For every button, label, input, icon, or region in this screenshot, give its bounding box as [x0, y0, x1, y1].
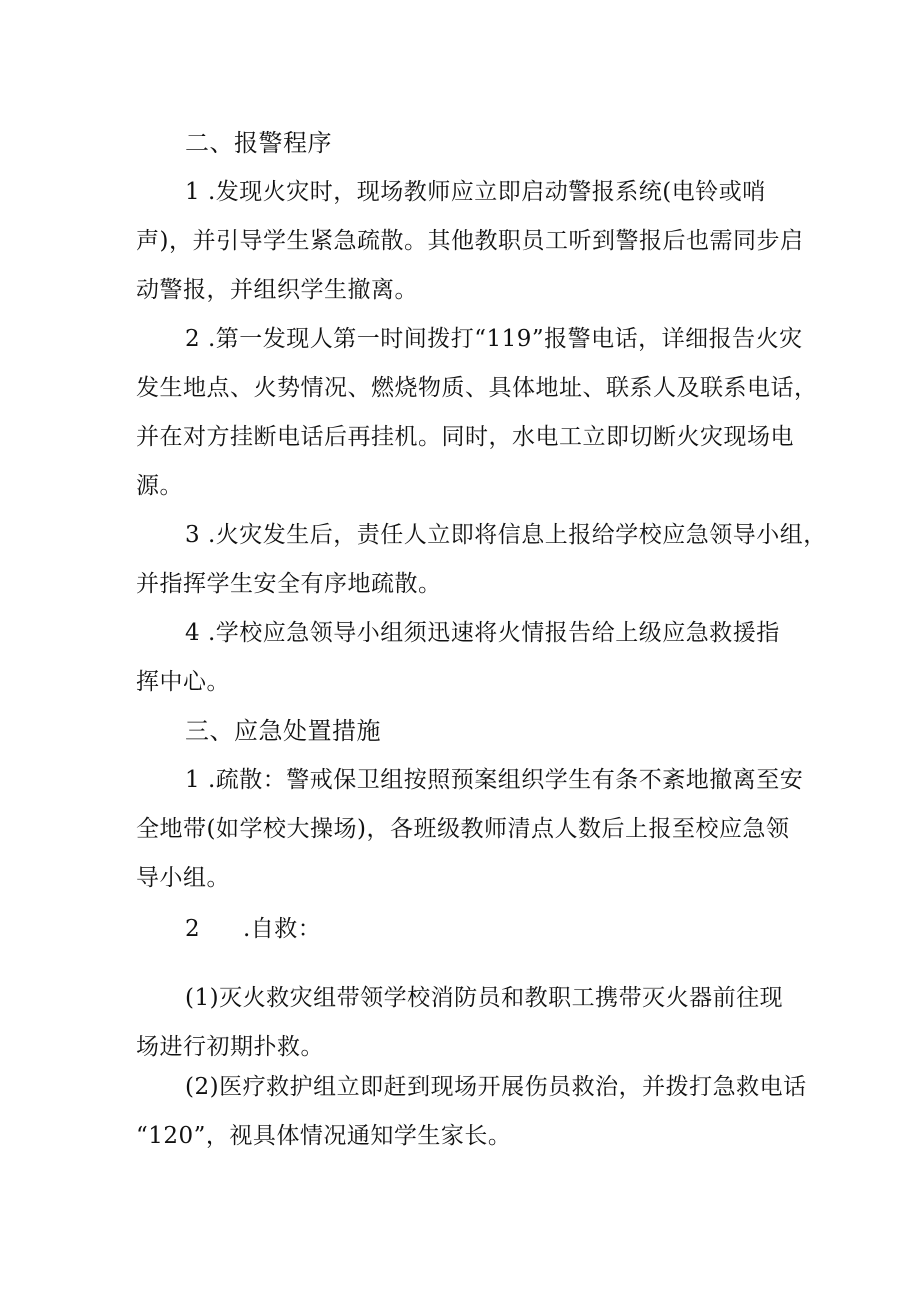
- paragraph-line: 并在对方挂断电话后再挂机。同时，水电工立即切断火灾现场电: [136, 424, 794, 450]
- paragraph-line: “120”，视具体情况通知学生家长。: [136, 1123, 512, 1149]
- section-heading-emergency-measures: 三、应急处置措施: [185, 717, 381, 745]
- paragraph-line: 4 .学校应急领导小组须迅速将火情报告给上级应急救援指: [185, 620, 780, 646]
- paragraph-line: (2)医疗救护组立即赶到现场开展伤员救治，并拨打急救电话: [185, 1074, 807, 1100]
- paragraph-line: 1 .疏散：警戒保卫组按照预案组织学生有条不紊地撤离至安: [185, 767, 804, 793]
- paragraph-line: 挥中心。: [136, 669, 230, 695]
- paragraph-line: 声)，并引导学生紧急疏散。其他教职员工听到警报后也需同步启: [136, 228, 804, 254]
- paragraph-line: 2 .第一发现人第一时间拨打“119”报警电话，详细报告火灾: [185, 326, 803, 352]
- paragraph-line: 导小组。: [136, 865, 230, 891]
- paragraph-line: 源。: [136, 473, 183, 499]
- paragraph-line: 并指挥学生安全有序地疏散。: [136, 571, 442, 597]
- paragraph-line: 发生地点、火势情况、燃烧物质、具体地址、联系人及联系电话，: [136, 375, 818, 401]
- paragraph-line: 1 .发现火灾时，现场教师应立即启动警报系统(电铃或哨: [185, 179, 766, 205]
- paragraph-line: (1)灭火救灾组带领学校消防员和教职工携带灭火器前往现: [185, 985, 784, 1011]
- section-heading-alarm-procedure: 二、报警程序: [185, 129, 332, 157]
- paragraph-line: 全地带(如学校大操场)，各班级教师清点人数后上报至校应急领: [136, 816, 790, 842]
- item-label-self-rescue: .自救：: [243, 916, 322, 942]
- item-number: 2: [185, 916, 201, 942]
- paragraph-line: 动警报，并组织学生撤离。: [136, 277, 418, 303]
- paragraph-line: 3 .火灾发生后，责任人立即将信息上报给学校应急领导小组，: [185, 522, 827, 548]
- paragraph-line: 场进行初期扑救。: [136, 1034, 324, 1060]
